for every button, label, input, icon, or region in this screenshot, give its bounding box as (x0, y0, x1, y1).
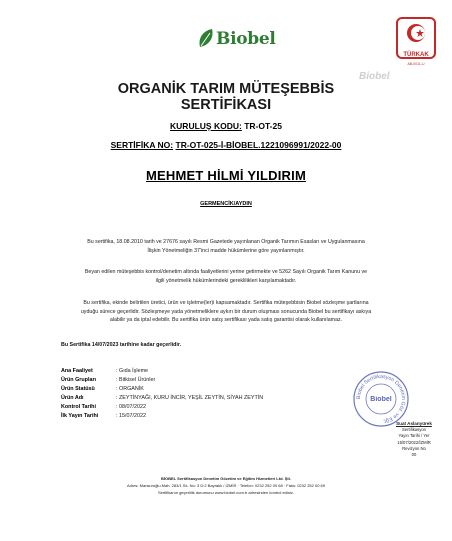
detail-label: Kontrol Tarihi (61, 403, 96, 410)
issue-label: Yayın Tarihi / Yer (398, 433, 430, 439)
detail-value: : ZEYTİNYAĞI, KURU İNCİR, YEŞİL ZEYTİN, SİYAH ZEYTİN (116, 394, 264, 401)
watermark: Biobel (359, 71, 390, 82)
detail-label: Ana Faaliyet (61, 368, 93, 374)
certificate-number-value: TR-OT-025-İ-BİOBEL.1221096991/2022-00 (175, 140, 342, 150)
detail-value: : ORGANİK (116, 385, 144, 392)
legal-basis-paragraph: Bu sertifika, 18.08.2010 tarih ve 27676 sayılı Resmi Gazetede yayınlanan Organik Tarımın Esasları ve Uygulanmasına İlişkin Yönetmeliğin 37'inci madde hükümlerine göre yayınlanmıştır. (87, 239, 365, 254)
detail-row (61, 412, 263, 421)
certificate-number-label: SERTİFİKA NO: (110, 140, 174, 150)
certificate-details (61, 367, 263, 420)
detail-value: : 15/07/2022 (116, 412, 146, 419)
detail-value: : 08/07/2022 (116, 403, 146, 410)
revision-value: 00 (411, 452, 417, 458)
footer-company: BİOBEL Sertifikasyon Denetim Gözetim ve Eğitim Hizmetleri Ltd. Şti. (161, 476, 291, 481)
revision-label: Revizyon No (402, 445, 426, 451)
detail-label: Ürün Grupları (61, 376, 97, 383)
organization-code-value: TR-OT-25 (244, 121, 282, 131)
footer-address: Adres: Mansuroğlu Mah. 283/1 Sk. No: 3 D:2 Bayraklı / İZMİR · Telefon: 0232 252 00 68 · Faks: 0232 252 00 69 (126, 482, 326, 488)
detail-row (61, 394, 263, 403)
turkak-label: TÜRKAK (403, 52, 429, 58)
leaf-icon (196, 27, 218, 51)
detail-label: İlk Yayın Tarihi (61, 412, 99, 419)
issue-value: 15/07/2022/İZMİR (397, 439, 431, 445)
logo-text: Biobel (216, 29, 276, 49)
footer (96, 476, 356, 496)
detail-row (61, 385, 263, 394)
stamp-brand: Biobel (370, 396, 392, 403)
stamp-text: Biobel Sertifikasyon Denetim Göz. ve Eğt. (355, 373, 407, 424)
biobel-logo (196, 27, 276, 53)
compliance-paragraph: Beyan edilen müteşebbis kontrol/denetim altında faaliyetlerini yerine getirmekte ve 5262 Sayılı Organik Tarım Kanunu ve ilgili yönetmelik hükümlerindeki gereklilikleri karşılamaktadır. (84, 269, 368, 284)
signatory-name: Suat Aslanyürek (396, 421, 432, 426)
scope-paragraph: Bu sertifika, ekinde belirtilen üretici, ürün ve işletme(ler)i kapsamaktadır. Sertifika müteşebbisin Biobel sözleşme şartlarına uyduğu sürece geçerlidir. Sözleşmeye yada yönetmeliklere aykırı bir durum oluşması sonucunda Biobel bu sertifikayı askıya alabilir ya da iptal edebilir. Bu sertifika ürün satış sertifikası yada satış garantisi olarak kullanılamaz. (80, 300, 372, 324)
holder-name: MEHMET HİLMİ YILDIRIM (146, 168, 306, 183)
certificate-title-line1: ORGANİK TARIM MÜTEŞEBBİS (117, 81, 335, 97)
validity-statement: Bu Sertifika 14/07/2023 tarihine kadar geçerlidir. (61, 342, 182, 348)
detail-value: : Bitkisel Ürünler (116, 376, 156, 383)
turkak-code: AB-0011-U (407, 62, 425, 66)
signatory-role: Sertifikasyon (402, 427, 426, 433)
detail-row (61, 376, 263, 385)
certificate-title-line2: SERTİFİKASI (180, 97, 272, 113)
footer-web: Sertifikanın geçerlilik durumunu www.biobel.com.tr adresinden kontrol ediniz. (157, 489, 295, 495)
organization-code-label: KURULUŞ KODU: (170, 121, 242, 131)
turkak-accreditation-badge (394, 16, 438, 78)
organization-code (0, 121, 452, 131)
detail-label: Ürün Adı (61, 394, 84, 401)
signature-block (374, 421, 452, 458)
detail-row (61, 367, 263, 376)
company-stamp (352, 370, 410, 428)
certificate-number (0, 140, 452, 150)
detail-row (61, 403, 263, 412)
holder-location: GERMENCİK/AYDIN (200, 201, 252, 207)
detail-value: : Gıda İşleme (116, 368, 149, 374)
detail-label: Ürün Statüsü (61, 385, 95, 392)
